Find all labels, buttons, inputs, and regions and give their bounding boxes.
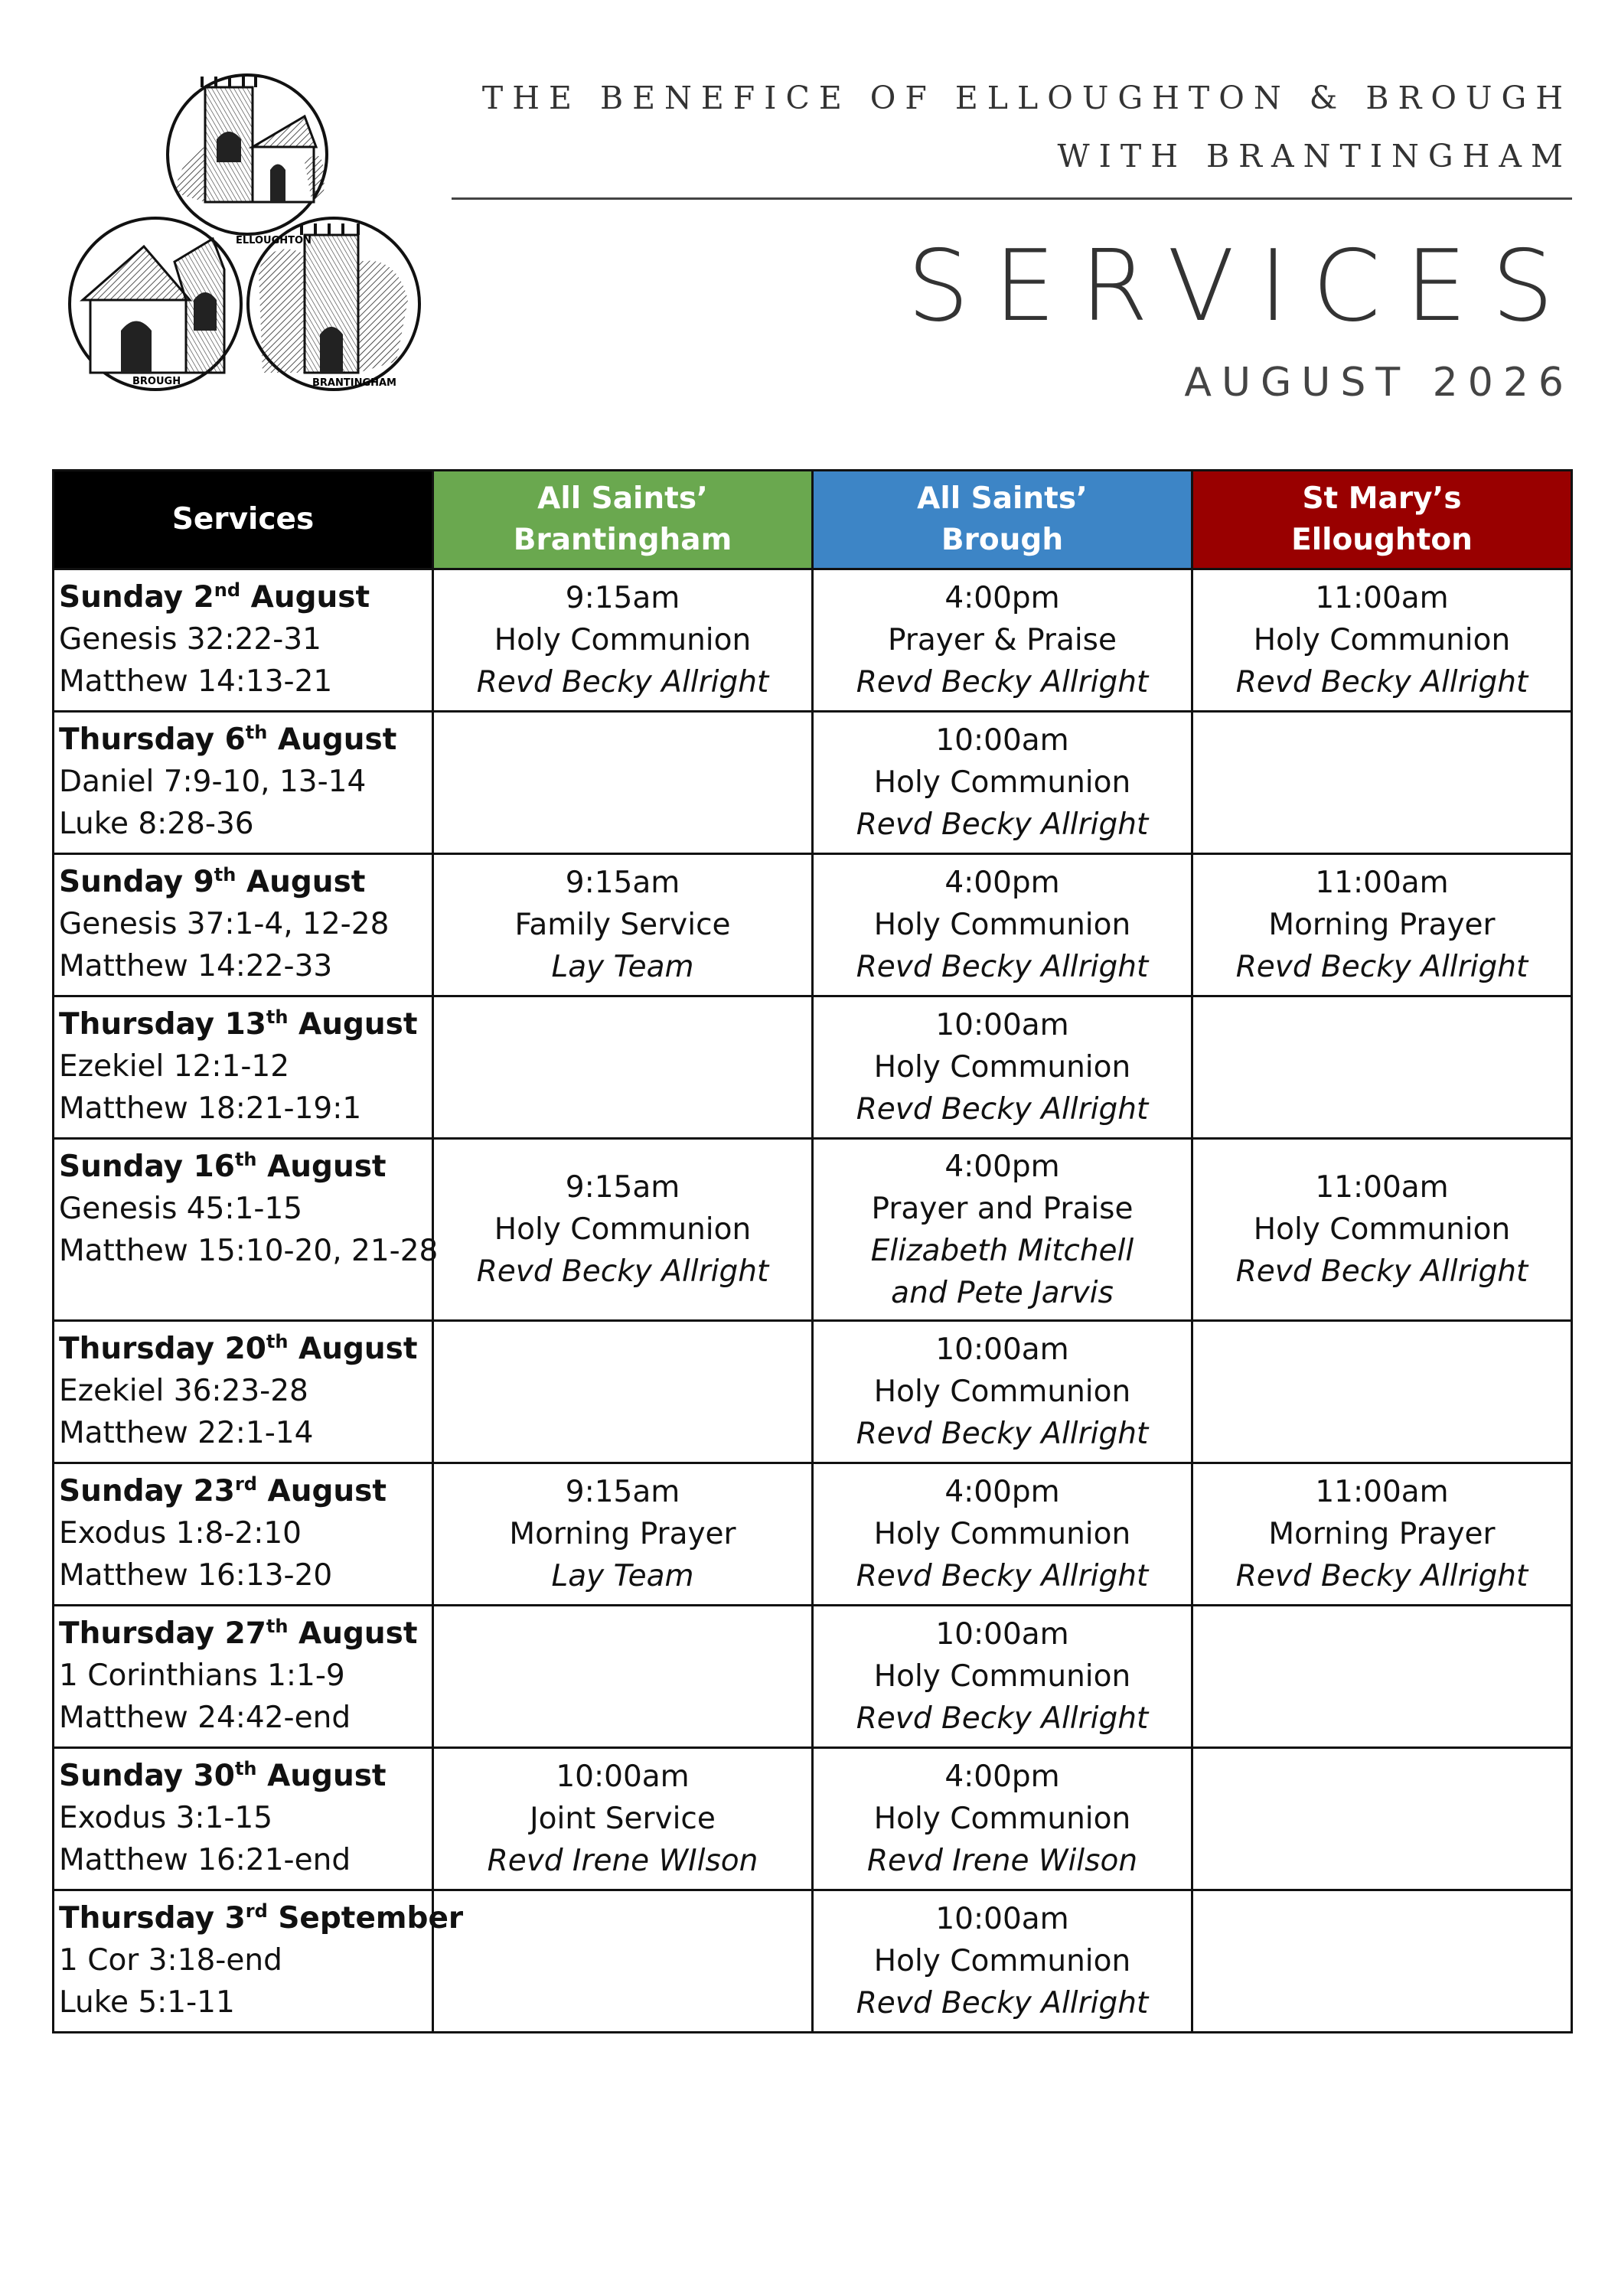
service-cell-brantingham xyxy=(433,1463,813,1606)
service-month: September xyxy=(267,1901,464,1936)
service-leader: Revd Becky Allright xyxy=(1235,665,1528,700)
service-cell-brough xyxy=(813,712,1192,854)
service-leader-2: and Pete Jarvis xyxy=(891,1275,1114,1310)
service-day-suffix: th xyxy=(214,864,237,885)
brough-church-drawing xyxy=(70,218,241,390)
service-day-name: Sunday 16 xyxy=(59,1150,235,1184)
bible-reading: Matthew 18:21-19:1 xyxy=(59,1091,362,1126)
service-time: 10:00am xyxy=(935,1902,1069,1936)
service-time: 10:00am xyxy=(935,1332,1069,1367)
service-leader: Revd Irene Wilson xyxy=(866,1844,1138,1878)
service-cell-elloughton xyxy=(1192,1606,1572,1748)
service-cell-elloughton xyxy=(1192,1139,1572,1321)
service-leader: Revd Becky Allright xyxy=(856,1559,1149,1593)
bible-reading: Matthew 22:1-14 xyxy=(59,1416,314,1450)
bible-reading: Genesis 32:22-31 xyxy=(59,622,321,657)
column-header-line: Elloughton xyxy=(1291,523,1473,557)
benefice-churches-logo xyxy=(60,70,427,407)
service-cell-brough xyxy=(813,854,1192,996)
service-time: 11:00am xyxy=(1315,866,1449,900)
services-table-body xyxy=(54,569,1572,2033)
service-date-cell xyxy=(54,569,433,712)
service-name: Joint Service xyxy=(530,1802,716,1836)
column-header-services xyxy=(54,471,433,569)
service-leader: Revd Becky Allright xyxy=(476,1254,769,1289)
table-row xyxy=(54,1321,1572,1463)
service-cell-elloughton xyxy=(1192,996,1572,1139)
service-day-suffix: th xyxy=(234,1149,257,1170)
service-leader: Lay Team xyxy=(551,950,694,984)
benefice-line-2: WITH BRANTINGHAM xyxy=(1057,138,1572,174)
service-cell-brough xyxy=(813,1890,1192,2033)
service-day-name: Sunday 23 xyxy=(59,1474,235,1508)
service-month: August xyxy=(256,1150,387,1184)
table-row xyxy=(54,1890,1572,2033)
service-cell-brantingham xyxy=(433,1748,813,1890)
service-time: 4:00pm xyxy=(944,1149,1060,1184)
service-cell-brough xyxy=(813,1139,1192,1321)
service-day-name: Sunday 30 xyxy=(59,1759,235,1793)
service-time: 11:00am xyxy=(1315,581,1449,615)
service-leader: Lay Team xyxy=(551,1559,694,1593)
service-cell-elloughton xyxy=(1192,569,1572,712)
bible-reading: Luke 5:1-11 xyxy=(59,1985,235,2020)
benefice-line-1: THE BENEFICE OF ELLOUGHTON & BROUGH xyxy=(481,80,1572,116)
service-month: August xyxy=(288,1616,418,1651)
bible-reading: Matthew 16:21-end xyxy=(59,1843,351,1877)
bible-reading: Ezekiel 36:23-28 xyxy=(59,1374,308,1408)
service-name: Prayer and Praise xyxy=(871,1191,1134,1226)
service-month: August xyxy=(256,1474,387,1508)
column-header-brantingham xyxy=(433,471,813,569)
bible-reading: Ezekiel 12:1-12 xyxy=(59,1049,290,1084)
service-day-suffix: th xyxy=(234,1758,257,1779)
service-date-cell xyxy=(54,1139,439,1321)
service-cell-brough xyxy=(813,1606,1192,1748)
service-name: Holy Communion xyxy=(873,1944,1131,1978)
column-header-line: Brantingham xyxy=(513,523,732,557)
service-date-cell xyxy=(54,1321,433,1463)
service-time: 9:15am xyxy=(565,581,680,615)
service-day-name: Thursday 13 xyxy=(59,1007,266,1042)
table-row xyxy=(54,1606,1572,1748)
service-name: Holy Communion xyxy=(873,1517,1131,1551)
service-cell-brough xyxy=(813,569,1192,712)
service-date-cell xyxy=(54,854,433,996)
table-row xyxy=(54,1463,1572,1606)
table-header-row xyxy=(54,471,1572,569)
service-day-suffix: rd xyxy=(245,1900,268,1922)
service-cell-elloughton xyxy=(1192,854,1572,996)
header-divider xyxy=(452,197,1572,200)
bible-reading: Matthew 24:42-end xyxy=(59,1701,351,1735)
benefice-name xyxy=(424,69,1572,185)
service-leader: Elizabeth Mitchell xyxy=(870,1233,1134,1268)
bible-reading: Exodus 1:8-2:10 xyxy=(59,1516,302,1551)
page-subtitle: AUGUST 2026 xyxy=(1184,360,1574,406)
service-day xyxy=(59,1897,464,1939)
table-row xyxy=(54,1139,1572,1321)
service-cell-brantingham xyxy=(433,1890,813,2033)
service-month: August xyxy=(240,580,370,615)
service-day xyxy=(59,1613,432,1655)
service-time: 10:00am xyxy=(935,1008,1069,1042)
service-day-name: Sunday 2 xyxy=(59,580,214,615)
column-header-brough xyxy=(813,471,1192,569)
service-cell-brough xyxy=(813,996,1192,1139)
service-name: Holy Communion xyxy=(873,765,1131,800)
service-time: 4:00pm xyxy=(944,1475,1060,1509)
table-row xyxy=(54,996,1572,1139)
service-name: Morning Prayer xyxy=(509,1517,736,1551)
service-cell-brantingham xyxy=(433,569,813,712)
service-leader: Revd Becky Allright xyxy=(1235,950,1528,984)
service-leader: Revd Becky Allright xyxy=(856,1701,1149,1736)
service-cell-brantingham xyxy=(433,996,813,1139)
service-name: Holy Communion xyxy=(873,908,1131,942)
bible-reading: Genesis 45:1-15 xyxy=(59,1192,303,1226)
service-day xyxy=(59,1470,432,1512)
bible-reading: Matthew 14:22-33 xyxy=(59,949,333,983)
service-month: August xyxy=(267,722,397,757)
service-leader: Revd Becky Allright xyxy=(1235,1559,1528,1593)
bible-reading: Daniel 7:9-10, 13-14 xyxy=(59,765,367,799)
bible-reading: Genesis 37:1-4, 12-28 xyxy=(59,907,390,941)
service-cell-elloughton xyxy=(1192,1748,1572,1890)
table-row xyxy=(54,569,1572,712)
service-day xyxy=(59,1328,432,1370)
service-day-suffix: th xyxy=(266,1006,289,1028)
column-header-elloughton xyxy=(1192,471,1572,569)
service-day-suffix: th xyxy=(266,1331,289,1352)
bible-reading: Matthew 16:13-20 xyxy=(59,1558,333,1593)
service-name: Holy Communion xyxy=(494,623,752,657)
bible-reading: Exodus 3:1-15 xyxy=(59,1801,273,1835)
bible-reading: Matthew 14:13-21 xyxy=(59,664,333,699)
service-leader: Revd Becky Allright xyxy=(856,950,1149,984)
column-header-line: Brough xyxy=(941,523,1064,557)
service-cell-brough xyxy=(813,1463,1192,1606)
service-name: Holy Communion xyxy=(873,1659,1131,1694)
service-date-cell xyxy=(54,712,433,854)
service-month: August xyxy=(288,1332,418,1366)
service-name: Morning Prayer xyxy=(1268,1517,1496,1551)
service-cell-brough xyxy=(813,1321,1192,1463)
bible-reading: Matthew 15:10-20, 21-28 xyxy=(59,1234,439,1268)
service-time: 9:15am xyxy=(565,1475,680,1509)
service-name: Family Service xyxy=(514,908,731,942)
service-day xyxy=(59,576,432,618)
service-day-suffix: nd xyxy=(214,579,241,601)
service-time: 10:00am xyxy=(556,1760,690,1794)
service-cell-brantingham xyxy=(433,1321,813,1463)
service-leader: Revd Becky Allright xyxy=(856,665,1149,700)
column-header-line: Services xyxy=(171,502,315,536)
service-month: August xyxy=(288,1007,418,1042)
service-time: 10:00am xyxy=(935,1617,1069,1652)
service-time: 9:15am xyxy=(565,866,680,900)
service-time: 4:00pm xyxy=(944,1760,1060,1794)
column-header-line: All Saints’ xyxy=(537,481,708,516)
service-cell-elloughton xyxy=(1192,1890,1572,2033)
bible-reading: 1 Corinthians 1:1-9 xyxy=(59,1658,345,1693)
bible-reading: 1 Cor 3:18-end xyxy=(59,1943,282,1978)
service-time: 11:00am xyxy=(1315,1475,1449,1509)
service-date-cell xyxy=(54,1890,464,2033)
service-name: Holy Communion xyxy=(494,1212,752,1247)
service-name: Holy Communion xyxy=(873,1802,1131,1836)
service-name: Prayer & Praise xyxy=(888,623,1117,657)
service-month: August xyxy=(256,1759,387,1793)
service-cell-brantingham xyxy=(433,854,813,996)
service-day-name: Thursday 3 xyxy=(59,1901,246,1936)
column-header-line: All Saints’ xyxy=(917,481,1088,516)
page-title: SERVICES xyxy=(907,230,1578,344)
service-leader: Revd Becky Allright xyxy=(1235,1254,1528,1289)
service-leader: Revd Becky Allright xyxy=(856,1092,1149,1127)
service-cell-elloughton xyxy=(1192,1321,1572,1463)
service-day-name: Sunday 9 xyxy=(59,865,214,899)
service-time: 11:00am xyxy=(1315,1170,1449,1205)
service-name: Holy Communion xyxy=(1253,623,1511,657)
service-day xyxy=(59,1003,432,1045)
service-day xyxy=(59,861,432,903)
logo-label-elloughton: ELLOUGHTON xyxy=(236,235,312,246)
table-row xyxy=(54,712,1572,854)
column-header-line: St Mary’s xyxy=(1302,481,1462,516)
service-date-cell xyxy=(54,996,433,1139)
service-day-suffix: th xyxy=(266,1616,289,1637)
service-cell-brantingham xyxy=(433,712,813,854)
service-date-cell xyxy=(54,1748,433,1890)
service-leader: Revd Becky Allright xyxy=(856,1417,1149,1451)
service-date-cell xyxy=(54,1606,433,1748)
service-time: 10:00am xyxy=(935,723,1069,758)
service-leader: Revd Becky Allright xyxy=(476,665,769,700)
logo-label-brough: BROUGH xyxy=(132,376,181,387)
services-table xyxy=(52,469,1573,2033)
service-name: Morning Prayer xyxy=(1268,908,1496,942)
elloughton-church-drawing xyxy=(168,75,327,234)
service-day-suffix: th xyxy=(245,722,268,743)
service-cell-brough xyxy=(813,1748,1192,1890)
service-day-name: Thursday 20 xyxy=(59,1332,266,1366)
service-date-cell xyxy=(54,1463,433,1606)
service-time: 4:00pm xyxy=(944,866,1060,900)
service-cell-brantingham xyxy=(433,1606,813,1748)
service-name: Holy Communion xyxy=(1253,1212,1511,1247)
service-leader: Revd Becky Allright xyxy=(856,807,1149,842)
service-leader: Revd Becky Allright xyxy=(856,1986,1149,2020)
service-day xyxy=(59,1146,432,1188)
service-day xyxy=(59,719,432,761)
bible-reading: Luke 8:28-36 xyxy=(59,807,254,841)
service-name: Holy Communion xyxy=(873,1375,1131,1409)
service-leader: Revd Irene WIlson xyxy=(487,1844,758,1878)
table-row xyxy=(54,854,1572,996)
logo-label-brantingham: BRANTINGHAM xyxy=(312,377,396,389)
service-time: 4:00pm xyxy=(944,581,1060,615)
service-cell-elloughton xyxy=(1192,712,1572,854)
service-day-name: Thursday 6 xyxy=(59,722,246,757)
service-day xyxy=(59,1755,432,1797)
service-name: Holy Communion xyxy=(873,1050,1131,1084)
service-month: August xyxy=(236,865,366,899)
service-time: 9:15am xyxy=(565,1170,680,1205)
service-cell-brantingham xyxy=(433,1139,813,1321)
table-row xyxy=(54,1748,1572,1890)
service-day-name: Thursday 27 xyxy=(59,1616,266,1651)
service-day-suffix: rd xyxy=(234,1473,257,1495)
service-cell-elloughton xyxy=(1192,1463,1572,1606)
